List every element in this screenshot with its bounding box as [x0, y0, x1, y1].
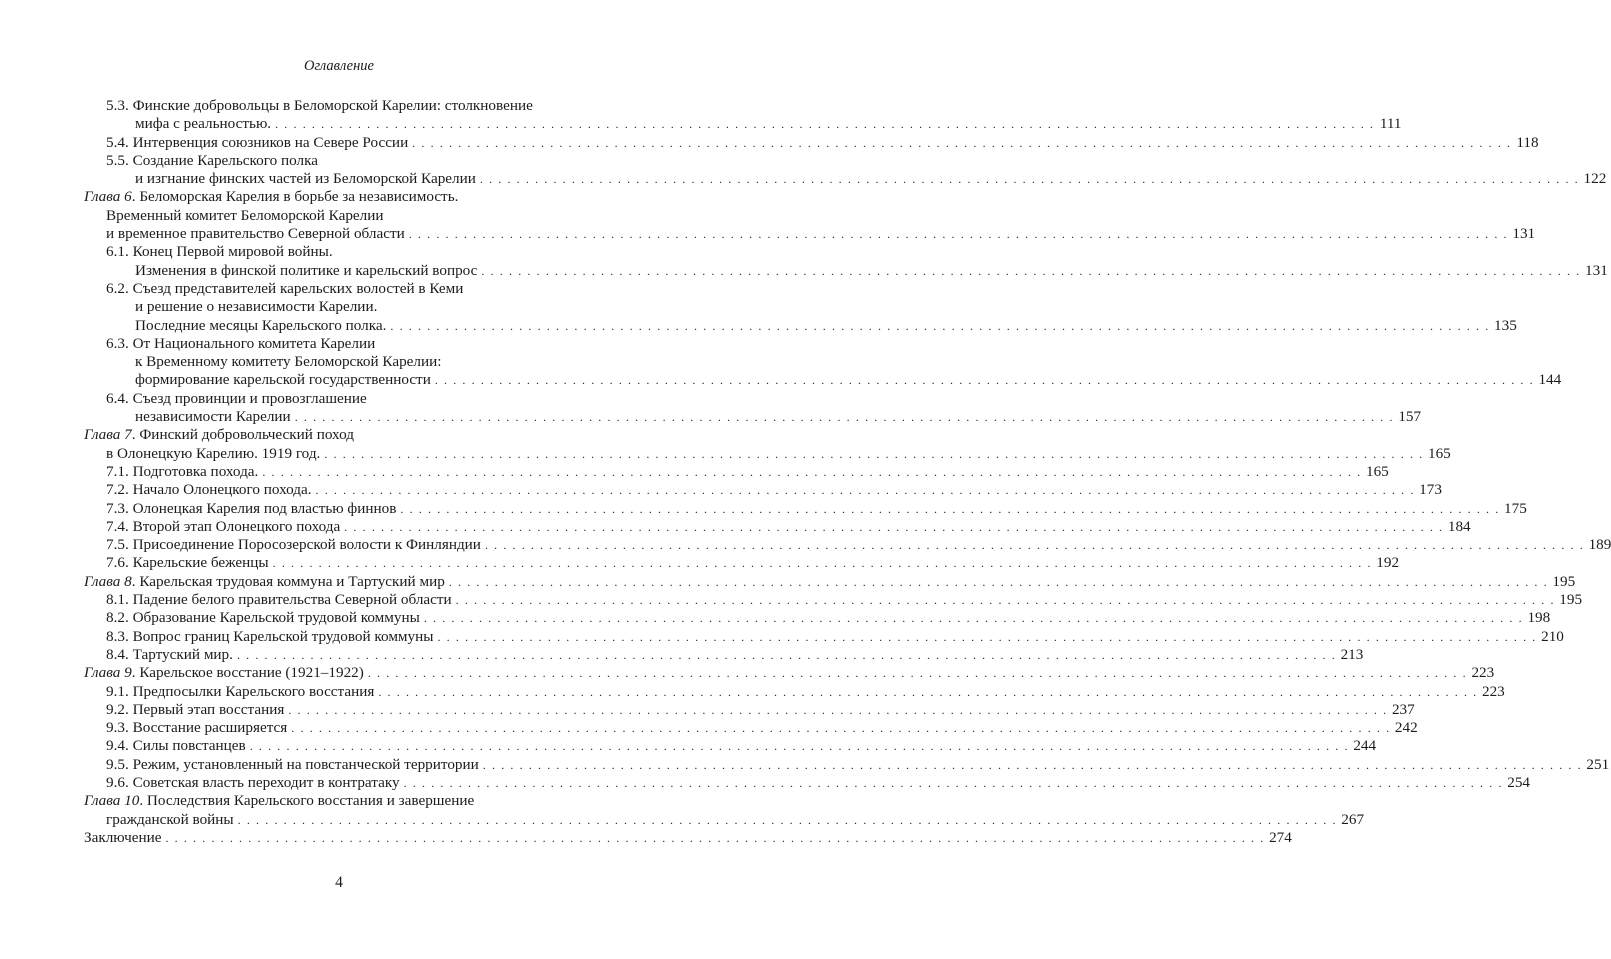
toc-entry-title: [106, 646, 233, 664]
toc-page-number: 251: [1586, 755, 1610, 773]
toc-entry-title: [84, 664, 364, 682]
toc-section-row: [84, 408, 1422, 426]
toc-page-number: 254: [1507, 773, 1531, 791]
table-of-contents: [84, 97, 1611, 847]
toc-entry-text: 5.4. Интервенция союзников на Севере России: [106, 133, 409, 151]
toc-entry-title: [135, 115, 271, 133]
toc-section-row: [84, 481, 1442, 499]
toc-entry-title: [106, 97, 533, 115]
toc-entry-title: [106, 719, 287, 737]
toc-entry-title: [106, 756, 479, 774]
toc-entry-title: [106, 591, 452, 609]
toc-page-number: 131: [1512, 225, 1536, 243]
toc-entry-text: 8.4. Тартуский мир.: [106, 645, 233, 663]
toc-entry-title: [135, 371, 431, 389]
toc-entry-title: [84, 829, 161, 847]
chapter-label: Глава 9: [84, 664, 132, 682]
toc-page-number: 111: [1379, 115, 1402, 133]
toc-entry-title: [106, 390, 367, 408]
dot-leader: . . . . . . . . . . . . . . . . . . . . . . . . . . . . . . . . . . . . . . . . . . . . . . . . . . . . . . . . . . . . . . . . . . . . . . . . . . . . . . . . . . . . . . . . . . . . . . . . . . . . . . . . . . . . . . . . . . . . . . . .: [249, 739, 1350, 754]
toc-page-number: 189: [1588, 536, 1611, 554]
toc-entry-text: мифа с реальностью.: [135, 115, 272, 133]
dot-leader: . . . . . . . . . . . . . . . . . . . . . . . . . . . . . . . . . . . . . . . . . . . . . . . . . . . . . . . . . . . . . . . . . . . . . . . . . . . . . . . . . . . . . . . . . . . . . . . . . . . . . . . . . . . . . . . . . . . . . . . .: [324, 446, 1424, 461]
toc-section-row: [84, 700, 1415, 719]
toc-entry-text: 6.3. От Национального комитета Карелии: [106, 334, 376, 352]
toc-section-row: [84, 335, 613, 353]
toc-page-number: 223: [1481, 682, 1505, 700]
toc-page-number: 274: [1269, 828, 1292, 846]
toc-entry-text: Заключение: [84, 828, 162, 846]
toc-section-row: [84, 371, 1562, 389]
toc-entry-title: [106, 445, 320, 463]
page-number: 4: [335, 874, 343, 891]
toc-section-row: [84, 97, 613, 115]
toc-section-row: [84, 462, 1389, 481]
dot-leader: . . . . . . . . . . . . . . . . . . . . . . . . . . . . . . . . . . . . . . . . . . . . . . . . . . . . . . . . . . . . . . . . . . . . . . . . . . . . . . . . . . . . . . . . . . . . . . . . . . . . . . . . . . . . . . . . . . . . . . . .: [275, 117, 1375, 132]
toc-entry-text: . Последствия Карельского восстания и завершение: [139, 792, 475, 810]
toc-section-row: [84, 609, 1551, 627]
toc-page-number: 173: [1419, 481, 1442, 499]
toc-entry-title: [106, 737, 246, 755]
toc-entry-title: [106, 225, 405, 243]
toc-page-number: 144: [1538, 371, 1562, 389]
toc-chapter-row: [84, 828, 1292, 847]
toc-page-number: 223: [1471, 664, 1495, 682]
toc-entry-title: [106, 500, 396, 518]
dot-leader: . . . . . . . . . . . . . . . . . . . . . . . . . . . . . . . . . . . . . . . . . . . . . . . . . . . . . . . . . . . . . . . . . . . . . . . . . . . . . . . . . . . . . . . . . . . . . . . . . . . . . . . . . . . . . . . . . . . . . . . .: [479, 172, 1580, 187]
toc-entry-text: к Временному комитету Беломорской Карелии:: [135, 353, 442, 371]
dot-leader: . . . . . . . . . . . . . . . . . . . . . . . . . . . . . . . . . . . . . . . . . . . . . . . . . . . . . . . . . . . . . . . . . . . . . . . . . . . . . . . . . . . . . . . . . . . . . . . . . . . . . . . . . . . . . . . . . . . . . . . .: [262, 464, 1362, 479]
toc-entry-text: и изгнание финских частей из Беломорской Карелии: [135, 170, 476, 188]
toc-page-number: 165: [1365, 462, 1389, 480]
toc-entry-title: [106, 683, 374, 701]
toc-chapter-row: [84, 572, 1576, 591]
toc-section-row: [84, 444, 1451, 463]
toc-entry-text: и временное правительство Северной области: [106, 225, 405, 243]
toc-page-number: 195: [1559, 591, 1583, 609]
toc-entry-title: [135, 262, 477, 280]
toc-section-row: [84, 627, 1564, 646]
dot-leader: . . . . . . . . . . . . . . . . . . . . . . . . . . . . . . . . . . . . . . . . . . . . . . . . . . . . . . . . . . . . . . . . . . . . . . . . . . . . . . . . . . . . . . . . . . . . . . . . . . . . . . . . . . . . . . . . . . . . . . . .: [291, 721, 1391, 736]
dot-leader: . . . . . . . . . . . . . . . . . . . . . . . . . . . . . . . . . . . . . . . . . . . . . . . . . . . . . . . . . . . . . . . . . . . . . . . . . . . . . . . . . . . . . . . . . . . . . . . . . . . . . . . . . . . . . . . . . . . . . . . .: [481, 263, 1581, 278]
dot-leader: . . . . . . . . . . . . . . . . . . . . . . . . . . . . . . . . . . . . . . . . . . . . . . . . . . . . . . . . . . . . . . . . . . . . . . . . . . . . . . . . . . . . . . . . . . . . . . . . . . . . . . . . . . . . . . . . . . . . . . . .: [294, 410, 1395, 425]
toc-entry-title: [135, 170, 476, 188]
toc-entry-text: 9.5. Режим, установленный на повстанческой территории: [106, 755, 479, 773]
toc-entry-title: [106, 280, 463, 298]
toc-entry-title: [106, 243, 333, 261]
toc-section-row: [84, 261, 1608, 280]
toc-entry-title: [135, 353, 441, 371]
toc-entry-title: [106, 774, 400, 792]
toc-entry-title: [135, 317, 386, 335]
toc-entry-text: . Карельское восстание (1921–1922): [131, 664, 364, 682]
dot-leader: . . . . . . . . . . . . . . . . . . . . . . . . . . . . . . . . . . . . . . . . . . . . . . . . . . . . . . . . . . . . . . . . . . . . . . . . . . . . . . . . . . . . . . . . . . . . . . . . . . . . . . . . . . . . . . . . . . . . . . . .: [367, 666, 1468, 681]
toc-section-row: [84, 316, 1517, 335]
dot-leader: . . . . . . . . . . . . . . . . . . . . . . . . . . . . . . . . . . . . . . . . . . . . . . . . . . . . . . . . . . . . . . . . . . . . . . . . . . . . . . . . . . . . . . . . . . . . . . . . . . . . . . . . . . . . . . . . . . . . . . . .: [455, 593, 1556, 608]
dot-leader: . . . . . . . . . . . . . . . . . . . . . . . . . . . . . . . . . . . . . . . . . . . . . . . . . . . . . . . . . . . . . . . . . . . . . . . . . . . . . . . . . . . . . . . . . . . . . . . . . . . . . . . . . . . . . . . . . . . . . . . .: [165, 830, 1265, 845]
toc-page-number: 131: [1585, 261, 1608, 279]
toc-section-row: [84, 170, 1607, 188]
toc-entry-text: 9.4. Силы повстанцев: [106, 737, 246, 755]
toc-section-row: [84, 243, 613, 261]
toc-entry-title: [106, 335, 375, 353]
toc-entry-title: [135, 408, 291, 426]
toc-entry-text: гражданской войны: [106, 810, 234, 828]
toc-page-number: 118: [1516, 133, 1539, 151]
dot-leader: . . . . . . . . . . . . . . . . . . . . . . . . . . . . . . . . . . . . . . . . . . . . . . . . . . . . . . . . . . . . . . . . . . . . . . . . . . . . . . . . . . . . . . . . . . . . . . . . . . . . . . . . . . . . . . . . . . . . . . . .: [288, 702, 1388, 717]
toc-entry-title: [84, 426, 354, 444]
toc-entry-title: [106, 134, 408, 152]
toc-entry-text: 7.2. Начало Олонецкого похода.: [106, 481, 312, 499]
toc-entry-text: 7.5. Присоединение Поросозерской волости к Финляндии: [106, 536, 481, 554]
running-head: Оглавление: [304, 58, 374, 74]
dot-leader: . . . . . . . . . . . . . . . . . . . . . . . . . . . . . . . . . . . . . . . . . . . . . . . . . . . . . . . . . . . . . . . . . . . . . . . . . . . . . . . . . . . . . . . . . . . . . . . . . . . . . . . . . . . . . . . . . . . . . . . .: [344, 519, 1444, 534]
toc-section-row: [84, 280, 613, 298]
dot-leader: . . . . . . . . . . . . . . . . . . . . . . . . . . . . . . . . . . . . . . . . . . . . . . . . . . . . . . . . . . . . . . . . . . . . . . . . . . . . . . . . . . . . . . . . . . . . . . . . . . . . . . . . . . . . . . . . . . . . . . . .: [378, 684, 1478, 699]
toc-page-number: 192: [1376, 554, 1400, 572]
toc-section-row: [84, 133, 1539, 152]
toc-entry-title: [84, 188, 458, 206]
dot-leader: . . . . . . . . . . . . . . . . . . . . . . . . . . . . . . . . . . . . . . . . . . . . . . . . . . . . . . . . . . . . . . . . . . . . . . . . . . . . . . . . . . . . . . . . . . . . . . . . . . . . . . . . . . . . . . . . . . . . . . . .: [437, 629, 1537, 644]
dot-leader: . . . . . . . . . . . . . . . . . . . . . . . . . . . . . . . . . . . . . . . . . . . . . . . . . . . . . . . . . . . . . . . . . . . . . . . . . . . . . . . . . . . . . . . . . . . . . . . . . . . . . . . . . . . . . . . . . . . . . . . .: [423, 611, 1524, 626]
toc-page-number: 165: [1427, 444, 1451, 462]
toc-entry-text: 7.6. Карельские беженцы: [106, 554, 269, 572]
toc-entry-text: Временный комитет Беломорской Карелии: [106, 206, 384, 224]
toc-section-row: [84, 517, 1471, 536]
toc-section-row: [84, 499, 1527, 518]
toc-section-row: [84, 390, 613, 408]
chapter-label: Глава 10: [84, 792, 140, 810]
toc-page-number: 267: [1341, 810, 1365, 828]
toc-entry-text: 9.3. Восстание расширяется: [106, 719, 288, 737]
toc-entry-text: в Олонецкую Карелию. 1919 год.: [106, 444, 321, 462]
toc-page-number: 122: [1583, 170, 1607, 188]
toc-section-row: [84, 682, 1505, 701]
toc-section-row: [84, 225, 1536, 243]
toc-entry-text: 8.2. Образование Карельской трудовой коммуны: [106, 609, 420, 627]
toc-entry-title: [106, 518, 340, 536]
toc-entry-text: 6.4. Съезд провинции и провозглашение: [106, 389, 367, 407]
dot-leader: . . . . . . . . . . . . . . . . . . . . . . . . . . . . . . . . . . . . . . . . . . . . . . . . . . . . . . . . . . . . . . . . . . . . . . . . . . . . . . . . . . . . . . . . . . . . . . . . . . . . . . . . . . . . . . . . . . . . . . . .: [315, 483, 1415, 498]
toc-chapter-row: [84, 426, 613, 444]
toc-section-row: [84, 737, 1377, 755]
toc-entry-title: [106, 536, 481, 554]
dot-leader: . . . . . . . . . . . . . . . . . . . . . . . . . . . . . . . . . . . . . . . . . . . . . . . . . . . . . . . . . . . . . . . . . . . . . . . . . . . . . . . . . . . . . . . . . . . . . . . . . . . . . . . . . . . . . . . . . . . . . . . .: [434, 373, 1535, 388]
toc-section-row: [84, 115, 1402, 133]
dot-leader: . . . . . . . . . . . . . . . . . . . . . . . . . . . . . . . . . . . . . . . . . . . . . . . . . . . . . . . . . . . . . . . . . . . . . . . . . . . . . . . . . . . . . . . . . . . . . . . . . . . . . . . . . . . . . . . . . . . . . . . .: [482, 757, 1583, 772]
toc-page-number: 210: [1541, 627, 1564, 645]
toc-chapter-row: [84, 188, 613, 206]
dot-leader: . . . . . . . . . . . . . . . . . . . . . . . . . . . . . . . . . . . . . . . . . . . . . . . . . . . . . . . . . . . . . . . . . . . . . . . . . . . . . . . . . . . . . . . . . . . . . . . . . . . . . . . . . . . . . . . . . . . . . . . .: [403, 775, 1504, 790]
dot-leader: . . . . . . . . . . . . . . . . . . . . . . . . . . . . . . . . . . . . . . . . . . . . . . . . . . . . . . . . . . . . . . . . . . . . . . . . . . . . . . . . . . . . . . . . . . . . . . . . . . . . . . . . . . . . . . . . . . . . . . . .: [408, 227, 1509, 242]
toc-entry-text: 8.3. Вопрос границ Карельской трудовой коммуны: [106, 627, 434, 645]
toc-entry-text: 7.4. Второй этап Олонецкого похода: [106, 517, 341, 535]
toc-section-row: [84, 591, 1583, 609]
toc-page-number: 198: [1527, 609, 1551, 627]
toc-entry-text: . Беломорская Карелия в борьбе за независимость.: [131, 188, 459, 206]
toc-page-number: 195: [1552, 572, 1576, 590]
toc-page-number: 184: [1447, 517, 1471, 535]
dot-leader: . . . . . . . . . . . . . . . . . . . . . . . . . . . . . . . . . . . . . . . . . . . . . . . . . . . . . . . . . . . . . . . . . . . . . . . . . . . . . . . . . . . . . . . . . . . . . . . . . . . . . . . . . . . . . . . . . . . . . . . .: [412, 135, 1512, 150]
toc-section-row: [84, 645, 1364, 664]
toc-page-number: 157: [1398, 408, 1422, 426]
toc-section-row: [84, 554, 1400, 572]
toc-entry-text: независимости Карелии: [135, 408, 291, 426]
toc-page-number: 237: [1391, 700, 1415, 718]
toc-entry-title: [106, 811, 234, 829]
dot-leader: . . . . . . . . . . . . . . . . . . . . . . . . . . . . . . . . . . . . . . . . . . . . . . . . . . . . . . . . . . . . . . . . . . . . . . . . . . . . . . . . . . . . . . . . . . . . . . . . . . . . . . . . . . . . . . . . . . . . . . . .: [237, 812, 1338, 827]
toc-entry-title: [106, 554, 269, 572]
toc-entry-title: [106, 628, 433, 646]
toc-section-row: [84, 719, 1418, 737]
toc-entry-title: [106, 609, 420, 627]
toc-entry-title: [106, 463, 258, 481]
toc-entry-text: 6.2. Съезд представителей карельских волостей в Кеми: [106, 279, 464, 297]
toc-section-row: [84, 755, 1610, 774]
toc-entry-text: и решение о независимости Карелии.: [135, 298, 378, 316]
toc-entry-title: [106, 207, 384, 225]
toc-entry-title: [106, 701, 284, 719]
toc-section-row: [84, 207, 613, 225]
dot-leader: . . . . . . . . . . . . . . . . . . . . . . . . . . . . . . . . . . . . . . . . . . . . . . . . . . . . . . . . . . . . . . . . . . . . . . . . . . . . . . . . . . . . . . . . . . . . . . . . . . . . . . . . . . . . . . . . . . . . . . . .: [236, 647, 1337, 662]
toc-entry-text: 6.1. Конец Первой мировой войны.: [106, 243, 333, 261]
toc-entry-text: 8.1. Падение белого правительства Северной области: [106, 591, 452, 609]
chapter-label: Глава 7: [84, 426, 132, 444]
toc-entry-text: Последние месяцы Карельского полка.: [135, 316, 387, 334]
toc-page-number: 135: [1494, 316, 1517, 334]
toc-chapter-row: [84, 664, 1495, 682]
toc-page-number: 213: [1340, 645, 1364, 663]
toc-section-row: [84, 810, 1365, 829]
toc-entry-title: [106, 481, 312, 499]
toc-entry-text: 5.3. Финские добровольцы в Беломорской Карелии: столкновение: [106, 97, 533, 114]
toc-section-row: [84, 773, 1531, 792]
dot-leader: . . . . . . . . . . . . . . . . . . . . . . . . . . . . . . . . . . . . . . . . . . . . . . . . . . . . . . . . . . . . . . . . . . . . . . . . . . . . . . . . . . . . . . . . . . . . . . . . . . . . . . . . . . . . . . . . . . . . . . . .: [400, 501, 1500, 516]
dot-leader: . . . . . . . . . . . . . . . . . . . . . . . . . . . . . . . . . . . . . . . . . . . . . . . . . . . . . . . . . . . . . . . . . . . . . . . . . . . . . . . . . . . . . . . . . . . . . . . . . . . . . . . . . . . . . . . . . . . . . . . .: [448, 574, 1549, 589]
toc-page-number: 244: [1353, 737, 1377, 755]
toc-page-number: 175: [1504, 499, 1527, 517]
toc-entry-title: [135, 298, 377, 316]
toc-entry-text: 9.6. Советская власть переходит в контратаку: [106, 773, 400, 791]
toc-entry-text: формирование карельской государственности: [135, 371, 431, 389]
dot-leader: . . . . . . . . . . . . . . . . . . . . . . . . . . . . . . . . . . . . . . . . . . . . . . . . . . . . . . . . . . . . . . . . . . . . . . . . . . . . . . . . . . . . . . . . . . . . . . . . . . . . . . . . . . . . . . . . . . . . . . . .: [484, 538, 1585, 553]
dot-leader: . . . . . . . . . . . . . . . . . . . . . . . . . . . . . . . . . . . . . . . . . . . . . . . . . . . . . . . . . . . . . . . . . . . . . . . . . . . . . . . . . . . . . . . . . . . . . . . . . . . . . . . . . . . . . . . . . . . . . . . .: [272, 556, 1373, 571]
toc-entry-text: 5.5. Создание Карельского полка: [106, 151, 318, 169]
toc-section-row: [84, 152, 613, 170]
toc-entry-text: 9.2. Первый этап восстания: [106, 700, 285, 718]
toc-entry-text: 7.3. Олонецкая Карелия под властью финнов: [106, 499, 397, 517]
toc-section-row: [84, 536, 1611, 554]
toc-entry-text: Изменения в финской политике и карельский вопрос: [135, 261, 478, 279]
toc-chapter-row: [84, 792, 613, 810]
toc-section-row: [84, 298, 613, 316]
toc-entry-title: [84, 792, 474, 810]
toc-entry-text: 9.1. Предпосылки Карельского восстания: [106, 682, 375, 700]
toc-section-row: [84, 353, 613, 371]
toc-entry-title: [84, 573, 445, 591]
toc-entry-text: . Финский добровольческий поход: [131, 426, 354, 444]
toc-entry-text: 7.1. Подготовка похода.: [106, 462, 259, 480]
toc-entry-text: . Карельская трудовая коммуна и Тартуский мир: [131, 572, 445, 590]
dot-leader: . . . . . . . . . . . . . . . . . . . . . . . . . . . . . . . . . . . . . . . . . . . . . . . . . . . . . . . . . . . . . . . . . . . . . . . . . . . . . . . . . . . . . . . . . . . . . . . . . . . . . . . . . . . . . . . . . . . . . . . .: [390, 318, 1490, 333]
toc-page-number: 242: [1394, 719, 1418, 737]
toc-entry-title: [106, 152, 318, 170]
chapter-label: Глава 6: [84, 188, 132, 206]
chapter-label: Глава 8: [84, 572, 132, 590]
